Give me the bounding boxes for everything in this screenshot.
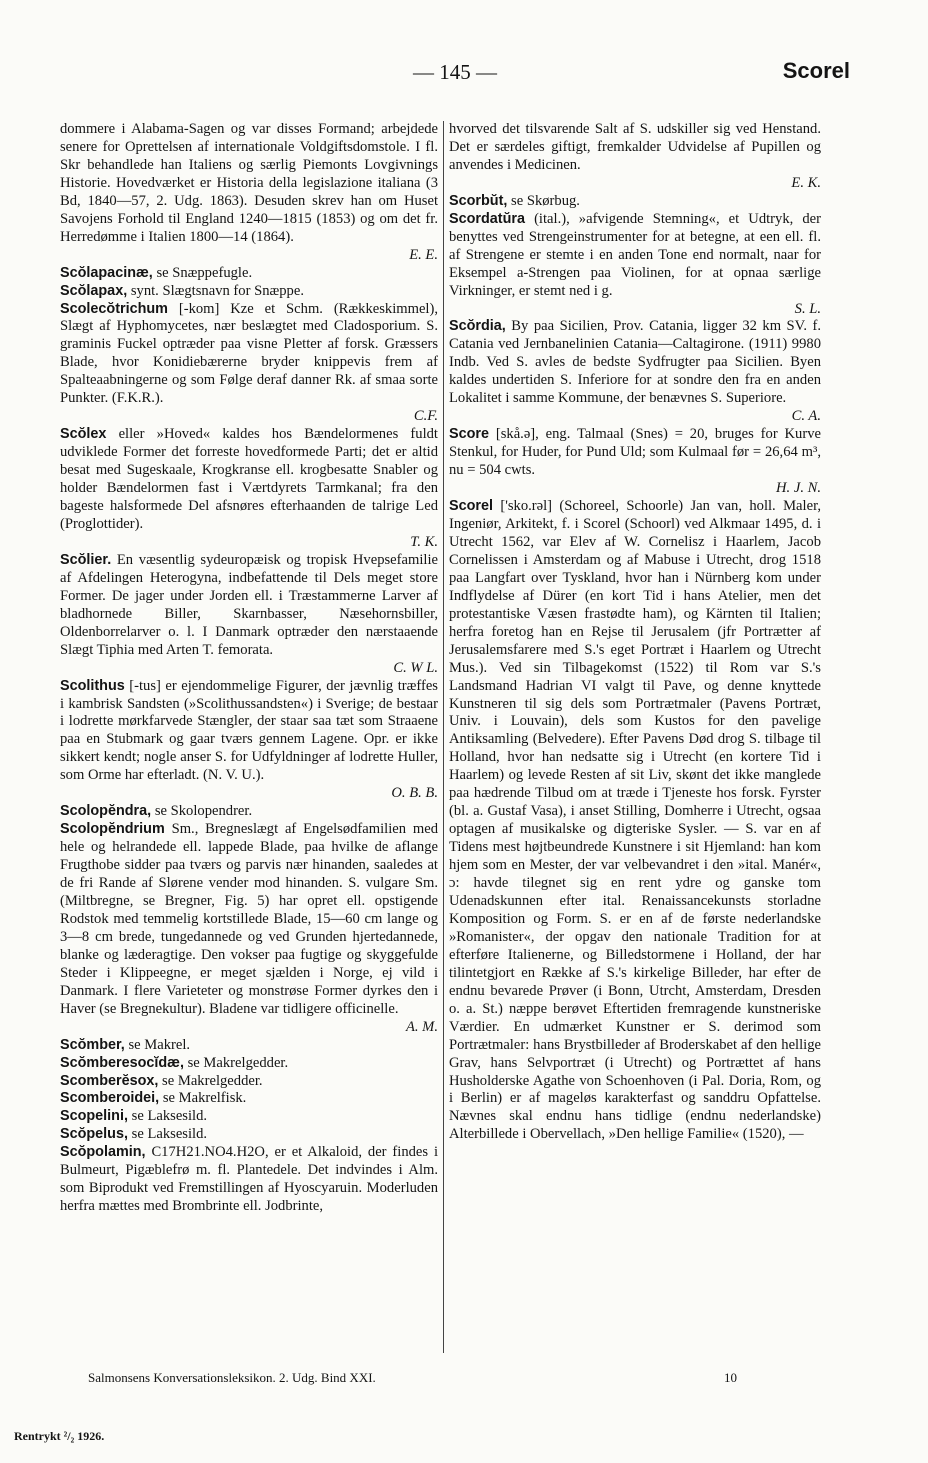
entry-text: dommere i Alabama-Sagen og var disses Formand; arbejdede senere for Oprettelsen af internationale Voldgiftsdomstole. I fl. Skr behandlede han Italiens og særlig Piemonts Lovgivnings Historie. Hovedværket er Historia della legislazione italiana (3 Bd, 1840—57, 2. Udg. 1863). Desuden skrev han om Huset Savojens Forhold til England 1240—1815 (1853) og om det fr. Herredømme i Italien 1800—14 (1864). [60,121,438,245]
article-entry [449,211,821,319]
entry-headword: Scolopĕndra, [60,803,152,820]
footer-publication: Salmonsens Konversationsleksikon. 2. Udg. Bind XXI. [88,1370,376,1385]
page-header [60,60,850,90]
page-number: — 145 — [413,60,497,84]
running-head: Scorel [782,58,850,83]
article-entry [449,498,821,1144]
right-column [449,121,821,1144]
entry-signature: T. K. [410,533,438,550]
entry-text: se Skolopendrer. [154,803,253,820]
article-entry [60,426,438,552]
entry-headword: Scŏlapax, [60,282,128,299]
entry-headword: Scordatŭra [449,210,525,227]
entry-text: se Laksesild. [131,1108,208,1125]
article-entry [60,1090,438,1108]
entry-text: C17H21.NO4.H2O, er et Alkaloid, der findes i Bulmeurt, Pigæblefrø m. fl. Plantedele. Det indvindes i Alm. som Biprodukt ved Fremstillingen af Hyoscyaruin. Moderluden herfra mættes med Brombrinte ell. Jodbrinte, [60,1144,439,1215]
article-entry [60,821,438,1036]
entry-headword: Scomberĕsox, [60,1072,159,1089]
entry-headword: Scolecŏtrichum [60,300,168,317]
entry-signature: E. E. [409,246,438,263]
entry-text: se Makrelfisk. [162,1090,247,1107]
entry-headword: Scŏmber, [60,1036,125,1053]
entry-signature: A. M. [405,1018,438,1035]
entry-text: [-kom] Kze et Schm. (Rækkeskimmel), Slægt af Hyphomycetes, nær beslægtet med Cladosporium. S. graminis Fuckel optræder paa visne Pletter af forsk. Græssers Blade, hvor Konidiebærerne bryder knippevis frem af Spalteaabningerne og som Følge deraf danner Rk. af smaa sorte Punkter. (F.K.R.). [60,300,438,407]
entry-text: se Makrel. [128,1036,191,1053]
article-entry [60,265,438,283]
entry-headword: Scŏlapacinæ, [60,264,153,281]
entry-headword: Scŏpolamin, [60,1144,146,1161]
entry-text: ['sko.rəl] (Schoreel, Schoorle) Jan van, holl. Maler, Ingeniør, Arkitekt, f. i Scorel (Schoorl) ved Alkmaar 1495, d. i Utrecht 1562, var Elev af W. Cornelisz i Haarlem, Jacob Cornelissen i Amsterdam og af Mabuse i Utrecht, drog 1518 paa Langfart over Tyskland, hvor han i Nürnberg kom under Indflydelse af Dürer (en kort Tid i hans Atelier, men det protestantiske Væsen frastødte ham), og Kärnten til Italien; herfra foretog han en Rejse til Jerusalem (jfr Portrætter af Jerusalemsfarere med S.'s eget Portræt i Haarlem og Utrecht Mus.). Ved sin Tilbagekomst (1522) til Rom var S.'s Landsmand Hadrian VI valgt til Pave, og denne knyttede Kunstneren til sig dels som Portrætmaler (Pavens Portræt, Univ. i Louvain), dels som Kustos for den pavelige Antiksamling (Belvedere). Efter Pavens Død drog S. tilbage til Holland, hvor han nedsatte sig i Utrecht (en kortere Tid i Haarlem) og levede Resten af sit Liv, skønt det ikke manglede paa hædrende Tilbud om at træde i Tjeneste hos forsk. Fyrster (bl. a. Gustaf Vasa), i anset Stilling, Domherre i Utrecht, ogsaa optagen af musikalske og digteriske Sysler. — S. var en af Tidens mest højtbeundrede Kunstnere i sit Hjemland: han kom hjem som en Mester, der var velbevandret i den »ital. Manér«, ɔ: havde tilegnet sig en rent ydre og ganske tom Udenadskunnen efter ital. Renaissancekunsts storladne Komposition og Form. S. er en af de første nederlandske »Romanister«, der opgav den nationale Tradition for at efterføre Italienerne, og Billedstormene i Holland, der har tilintetgjort en Række af S.'s kirkelige Billeder, har efter de endnu bevarede Prøver (i Bonn, Utrcht, Amsterdam, Dresden o. a. St.) næppe berøvet Eftertiden fremragende kunstneriske Værdier. En udmærket Kunstner er S. derimod som Portrætmaler: hans Brystbilleder af Broderskabet af den hellige Grav, hans Selvportræt (i Utrecht) og Portrættet af hans Husholderske Agathe von Schoenhoven (i Pal. Doria, Rom, og i Berlin) er af mageløs karakterfast og sanddru Opfattelse. Nævnes skal endnu hans tidlige (endnu nederlandske) Alterbillede i Obervellach, »Den hellige Familie« (1520), — [449,498,821,1143]
entry-signature: C. A. [791,408,821,425]
article-entry [60,1037,438,1055]
article-entry [60,1055,438,1073]
entry-headword: Scolithus [60,677,125,694]
entry-headword: Scŏmberesocĭdæ, [60,1054,184,1071]
entry-headword: Scŏlier. [60,551,112,568]
entry-headword: Scopelini, [60,1108,128,1125]
article-entry [60,803,438,821]
article-entry [60,1108,438,1126]
article-entry [449,426,821,498]
entry-text: se Snæppefugle. [156,264,253,281]
entry-headword: Scŏrdia, [449,318,506,335]
entry-text: eller »Hoved« kaldes hos Bændelormenes fuldt udviklede Former det forreste hovedformede Parti; det er altid besat med Sugeskaale, Krogkranse ell. krogbesatte Snabler og holder Bændelormen fast i Værtdyrets Tarmkanal; fra den bageste halsformede Del afsnøres efterhaanden de talrige Led (Proglottider). [60,426,438,532]
entry-signature: O. B. B. [391,785,438,802]
entry-headword: Scolopĕndrium [60,821,165,838]
entry-signature: S. L. [794,300,821,317]
entry-text: synt. Slægtsnavn for Snæppe. [130,282,304,299]
entry-text: [skå.ə], eng. Talmaal (Snes) = 20, bruges for Kurve Stenkul, for Huder, for Pund Uld; som Kulmaal før = 26,64 m³, nu = 504 cwts. [449,426,821,479]
entry-headword: Scorbŭt, [449,192,508,209]
entry-headword: Scorel [449,498,493,515]
article-entry [60,301,438,427]
article-entry [60,1144,438,1216]
footer-sheet-number: 10 [724,1370,737,1385]
entry-text: se Skørbug. [511,192,580,209]
entry-text: En væsentlig sydeuropæisk og tropisk Hvepsefamilie af Afdelingen Heterogyna, indbefattende til Dels meget store Former. De jager under Jorden ell. i Træstammerne Larver af bladhornede Biller, Skarnbasser, Næsehornsbiller, Oldenborrelarver o. l. I Danmark optræder den nærstaaende Slægt Tiphia med Arten T. femorata. [60,551,438,658]
column-divider [443,121,444,1353]
article-entry [449,318,821,426]
entry-headword: Score [449,426,489,443]
entry-signature: H. J. N. [776,480,821,497]
article-entry [60,552,438,678]
entry-text: hvorved det tilsvarende Salt af S. udskiller sig ved Henstand. Det er særdeles giftigt, fremkalder Udvidelse af Pupillen og anvendes i Medicinen. [449,121,821,173]
entry-text: [-tus] er ejendommelige Figurer, der jævnlig træffes i kambrisk Sandsten (»Scolithussandsten«) i Sverige; de bestaar i lodrette mørkfarvede Stængler, der staar saa tæt som Straaene paa en Stubmark og gaar tværs gennem Lagene. Opr. er ikke sikkert kendt; nogle anser S. for Udfyldninger af lodrette Huller, som Orme har efterladt. (N. V. U.). [60,677,438,784]
entry-text: By paa Sicilien, Prov. Catania, ligger 32 km SV. f. Catania ved Jernbanelinien Catania—Caltagirone. (1911) 9980 Indb. Ved S. avles de bedste Sydfrugter paa Sicilien. Byen kaldes undertiden S. Inferiore for at sondre den fra en anden Lokalitet i samme Kommune, der benævnes S. Superiore. [449,318,821,407]
article-entry [60,678,438,804]
entry-headword: Scŏlex [60,426,107,443]
article-entry [60,1126,438,1144]
article-entry [60,1073,438,1091]
entry-signature: E. K. [791,174,821,191]
entry-text: se Makrelgedder. [162,1072,263,1089]
article-entry [449,193,821,211]
reprint-note: Rentrykt ²/₂ 1926. [14,1429,105,1443]
article-entry [60,283,438,301]
entry-headword: Scomberoidei, [60,1090,160,1107]
entry-text: se Makrelgedder. [187,1054,289,1071]
entry-headword: Scŏpelus, [60,1126,128,1143]
left-column [60,121,438,1216]
entry-signature: C. W L. [393,659,438,676]
entry-signature: C.F. [413,408,438,425]
entry-text: Sm., Bregneslægt af Engelsødfamilien med hele og helrandede ell. lappede Blade, paa hvilke de aflange Frugthobe sidder paa tværs og parvis nær hinanden, saaledes at de fri Rande af Slørene vender mod hinanden. S. vulgare Sm. (Miltbregne, se Bregner, Fig. 5) har opret ell. opstigende Rodstok med temmelig kortstillede Blade, 15—60 cm lange og 3—8 cm brede, tungedannede og ved Grunden hjertedannede, blanke og læderagtige. Den vokser paa fugtige og skyggefulde Steder i Klippeegne, er meget sjælden i Norge, ej vild i Danmark. I flere Varieteter og monstrøse Former dyrkes den i Haver (se Bregnekultur). Bladene var tidligere officinelle. [60,821,438,1017]
article-entry [60,121,438,265]
article-entry [449,121,821,193]
entry-text: (ital.), »afvigende Stemning«, et Udtryk, der benyttes ved Strengeinstrumenter for at betegne, at een ell. fl. af Strengene er stemte i en anden Tone end normalt, naar for Eksempel a-Strengen paa Violinen, for at opnaa særlige Virkninger, er stemt ned i g. [449,210,821,299]
entry-text: se Laksesild. [131,1126,208,1143]
